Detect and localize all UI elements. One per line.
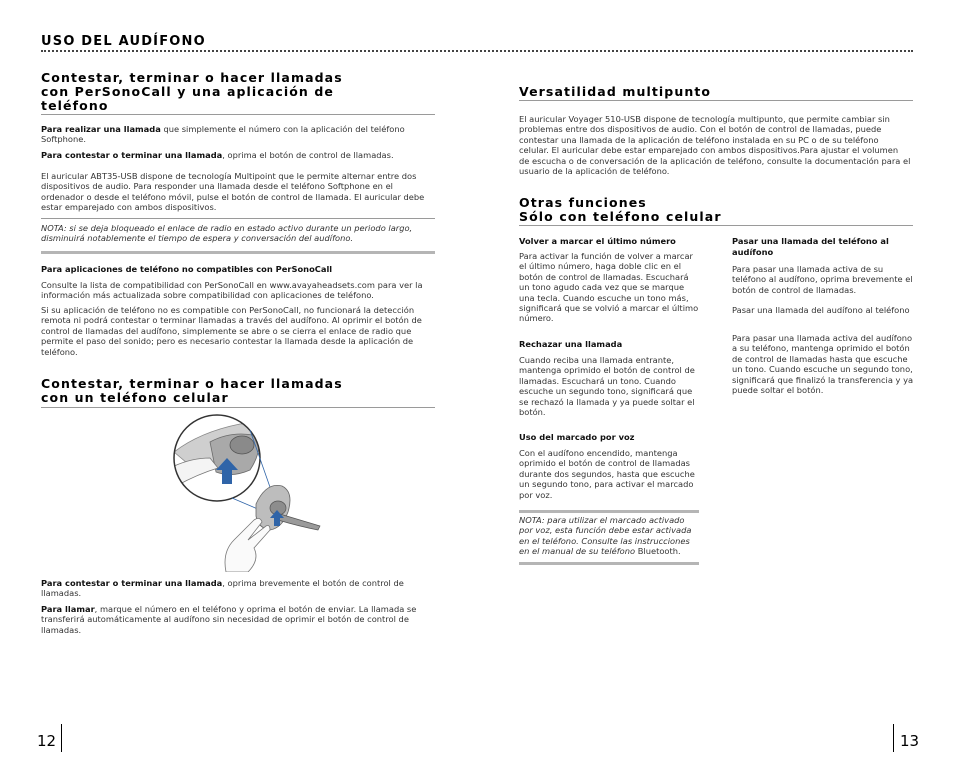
paragraph-reject: Cuando reciba una llamada entrante, mantenga oprimido el botón de control de llamadas. Escuchará un tono. Cuando escuche un segundo tono, significará que se rechazó la llamada y ya puede soltar el botón. (519, 355, 695, 418)
paragraph-redial: Para activar la función de volver a marcar el último número, haga doble clic en el botón de control de llamadas. Escuchará un tono agudo cada vez que se marque una tecla. Cuando escuche un tono más, significará que se volvió a marcar el último número. (519, 251, 699, 324)
left-heading-2 (41, 377, 435, 405)
paragraph-multipoint-versatility: El auricular Voyager 510-USB dispone de tecnología multipunto, que permite cambiar sin problemas entre dos dispositivos de audio. Con el botón de control de llamadas, puede contestar una llamada de la aplicación de teléfono instalada en su PC o de su teléfono celular. El auricular debe estar emparejado con ambos dispositivos.Para ajustar el volumen de escucha o de conversación de la aplicación de teléfono, consulte la documentación para el usuario de la aplicación de teléfono. (519, 114, 911, 177)
left-heading-1-line-1: Contestar, terminar o hacer llamadas (41, 70, 343, 85)
paragraph-compatibility-list: Consulte la lista de compatibilidad con PerSonoCall en www.avayaheadsets.com para ver la información más actualizada sobre compatibilidad con aplicaciones de teléfono. (41, 280, 423, 301)
headset-illustration (170, 412, 328, 572)
page-number-right: 13 (900, 732, 920, 750)
heading-rule (41, 114, 435, 115)
subheading-transfer-to-phone: Pasar una llamada del audífono al teléfono (732, 305, 910, 315)
paragraph-not-compatible: Si su aplicación de teléfono no es compatible con PerSonoCall, no funcionará la detección remota ni podrá contestar o terminar llamadas a través del audífono. Al oprimir el botón de control de llamadas del audífono, simplemente se abre o se cierra el enlace de radio que permite el paso del sonido; pero es necesario contestar la llamada desde la aplicación de teléfono. (41, 305, 422, 357)
paragraph-answer-call: Para contestar o terminar una llamada, oprima el botón de control de llamadas. (41, 150, 394, 160)
note-radio-link: NOTA: si se deja bloqueado el enlace de radio en estado activo durante un periodo largo, disminuirá notablemente el tiempo de espera y conversación del audífono. (41, 223, 413, 244)
heading-rule (41, 407, 435, 408)
paragraph-make-call: Para realizar una llamada que simplemente el número con la aplicación del teléfono Softphone. (41, 124, 405, 145)
right-heading-2-line-1: Otras funciones (519, 195, 647, 210)
page-number-bar (61, 724, 62, 752)
left-heading-1-line-2: con PerSonoCall y una aplicación de (41, 84, 334, 99)
heading-rule (519, 225, 913, 226)
subheading-transfer-to-headset: Pasar una llamada del teléfono al audífono (732, 236, 889, 257)
page-number-left: 12 (37, 732, 57, 750)
paragraph-cell-call: Para llamar, marque el número en el teléfono y oprima el botón de enviar. La llamada se transferirá automáticamente al audífono sin necesidad de oprimir el botón de control de llamadas. (41, 604, 417, 635)
left-heading-1-line-3: teléfono (41, 98, 109, 113)
right-heading-2 (519, 196, 913, 224)
paragraph-transfer-to-phone: Para pasar una llamada activa del audífono a su teléfono, mantenga oprimido el botón de control de llamadas hasta que escuche un tono. Cuando escuche un segundo tono, significará que finalizó la transferencia y ya puede soltar el botón. (732, 333, 914, 396)
paragraph-transfer-to-headset: Para pasar una llamada activa de su teléfono al audífono, oprima brevemente el botón de control de llamadas. (732, 264, 913, 295)
dotted-divider (41, 50, 913, 52)
subheading-reject: Rechazar una llamada (519, 339, 623, 349)
headset-boom (278, 514, 320, 530)
note-top-rule (519, 510, 699, 513)
note-bottom-rule (41, 251, 435, 254)
subheading-non-compatible: Para aplicaciones de teléfono no compatibles con PerSonoCall (41, 264, 333, 274)
subheading-voice-dial: Uso del marcado por voz (519, 432, 635, 442)
paragraph-cell-answer: Para contestar o terminar una llamada, oprima brevemente el botón de control de llamadas. (41, 578, 404, 599)
right-heading-2-line-2: Sólo con teléfono celular (519, 209, 722, 224)
note-voice-dial: NOTA: para utilizar el marcado activado por voz, esta función debe estar activada en el teléfono. Consulte las instrucciones en el manual de su teléfono Bluetooth. (519, 515, 692, 557)
left-heading-2-line-1: Contestar, terminar o hacer llamadas (41, 376, 343, 391)
note-top-rule (41, 218, 435, 219)
paragraph-voice-dial: Con el audífono encendido, mantenga oprimido el botón de control de llamadas durante dos segundos, hasta que escuche un segundo tono, para activar el marcado por voz. (519, 448, 695, 500)
left-heading-1 (41, 71, 435, 113)
right-heading-1: Versatilidad multipunto (519, 84, 712, 99)
page-number-bar (893, 724, 894, 752)
left-heading-2-line-2: con un teléfono celular (41, 390, 229, 405)
heading-rule (519, 100, 913, 101)
subheading-redial: Volver a marcar el último número (519, 236, 676, 246)
section-title: USO DEL AUDÍFONO (41, 34, 206, 49)
paragraph-multipoint: El auricular ABT35-USB dispone de tecnología Multipoint que le permite alternar entre dos dispositivos de audio. Para responder una llamada desde el teléfono Softphone en el ordenador o desde el teléfono móvil, pulse el botón de control de llamada. El auricular debe estar emparejado con ambos dispositivos. (41, 171, 425, 213)
note-bottom-rule (519, 562, 699, 565)
